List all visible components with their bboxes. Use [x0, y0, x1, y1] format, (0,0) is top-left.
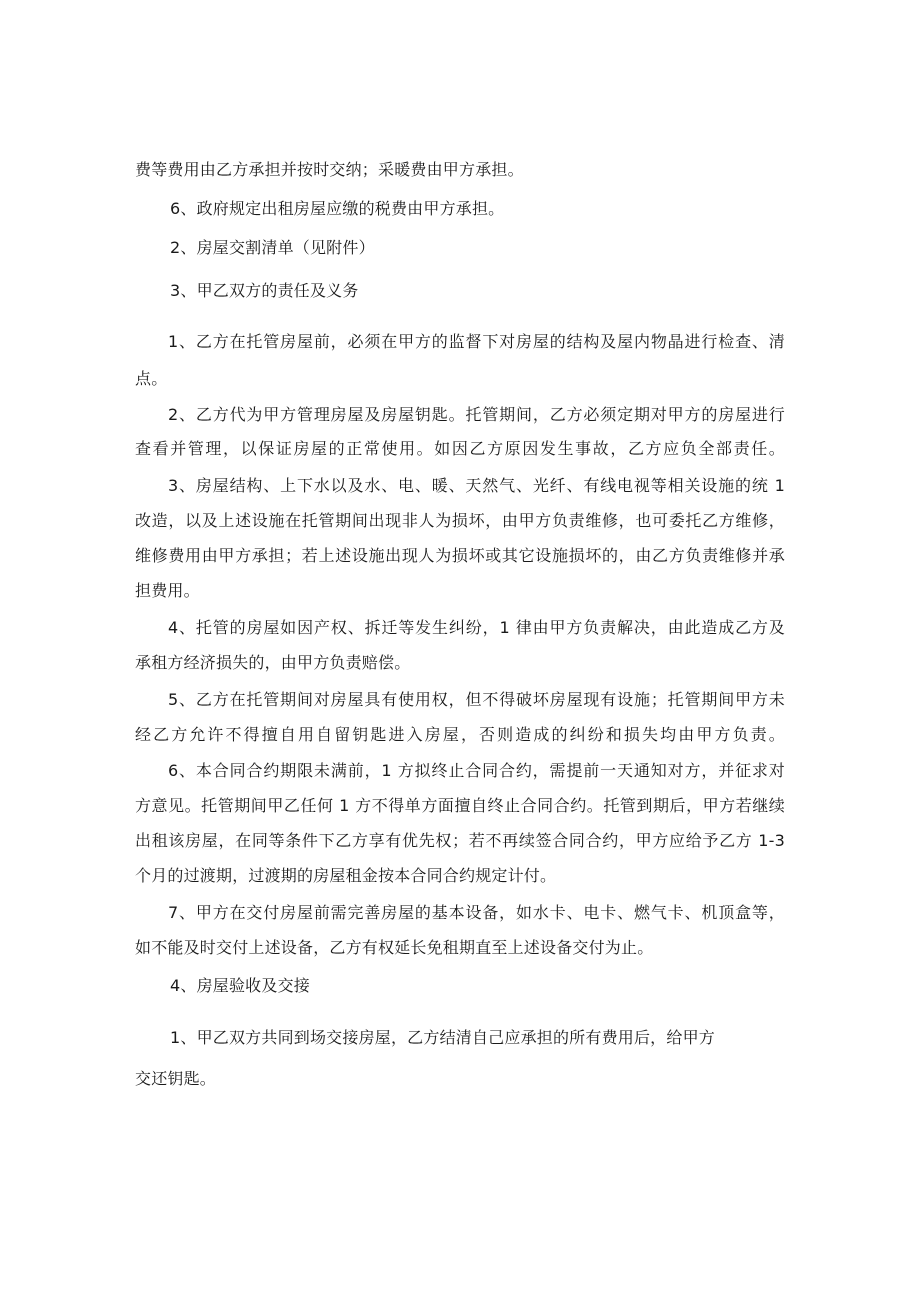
section-heading: 4、房屋验收及交接 — [170, 976, 310, 995]
section-heading: 2、房屋交割清单（见附件） — [170, 238, 375, 257]
paragraph-line: 查看并管理，以保证房屋的正常使用。如因乙方原因发生事故，乙方应负全部责任。 — [135, 439, 785, 458]
paragraph-line: 如不能及时交付上述设备，乙方有权延长免租期直至上述设备交付为止。 — [135, 938, 654, 957]
paragraph-line: 经乙方允许不得擅自用自留钥匙进入房屋，否则造成的纠纷和损失均由甲方负责。 — [135, 725, 785, 744]
paragraph-line: 5、乙方在托管期间对房屋具有使用权，但不得破坏房屋现有设施；托管期间甲方未 — [168, 690, 785, 709]
paragraph-line: 方意见。托管期间甲乙任何 1 方不得单方面擅自终止合同合约。托管到期后，甲方若继续 — [135, 796, 785, 815]
section-heading: 3、甲乙双方的责任及义务 — [170, 281, 359, 300]
paragraph-line: 点。 — [135, 369, 168, 388]
paragraph-line: 承租方经济损失的，由甲方负责赔偿。 — [135, 653, 411, 672]
paragraph-line: 4、托管的房屋如因产权、拆迁等发生纠纷，1 律由甲方负责解决，由此造成乙方及 — [168, 618, 785, 637]
paragraph-line: 个月的过渡期，过渡期的房屋租金按本合同合约规定计付。 — [135, 866, 557, 885]
paragraph-line: 维修费用由甲方承担；若上述设施出现人为损坏或其它设施损坏的，由乙方负责维修并承 — [135, 546, 785, 565]
paragraph-line: 7、甲方在交付房屋前需完善房屋的基本设备，如水卡、电卡、燃气卡、机顶盒等， — [168, 903, 785, 922]
paragraph-line: 改造，以及上述设施在托管期间出现非人为损坏，由甲方负责维修，也可委托乙方维修， — [135, 511, 785, 530]
paragraph-line: 出租该房屋，在同等条件下乙方享有优先权；若不再续签合同合约，甲方应给予乙方 1-3 — [135, 831, 785, 850]
paragraph-line: 担费用。 — [135, 581, 200, 600]
paragraph-line: 费等费用由乙方承担并按时交纳；采暖费由甲方承担。 — [135, 160, 524, 179]
paragraph-line: 2、乙方代为甲方管理房屋及房屋钥匙。托管期间，乙方必须定期对甲方的房屋进行 — [168, 405, 785, 424]
paragraph-line: 1、乙方在托管房屋前，必须在甲方的监督下对房屋的结构及屋内物晶进行检查、清 — [168, 332, 785, 351]
paragraph-line: 1、甲乙双方共同到场交接房屋，乙方结清自己应承担的所有费用后，给甲方 — [170, 1028, 715, 1047]
paragraph-line: 6、政府规定出租房屋应缴的税费由甲方承担。 — [170, 199, 505, 218]
paragraph-line: 3、房屋结构、上下水以及水、电、暖、天然气、光纤、有线电视等相关设施的统 1 — [168, 476, 785, 495]
paragraph-line: 6、本合同合约期限未满前，1 方拟终止合同合约，需提前一天通知对方，并征求对 — [168, 761, 785, 780]
paragraph-line: 交还钥匙。 — [135, 1069, 217, 1088]
